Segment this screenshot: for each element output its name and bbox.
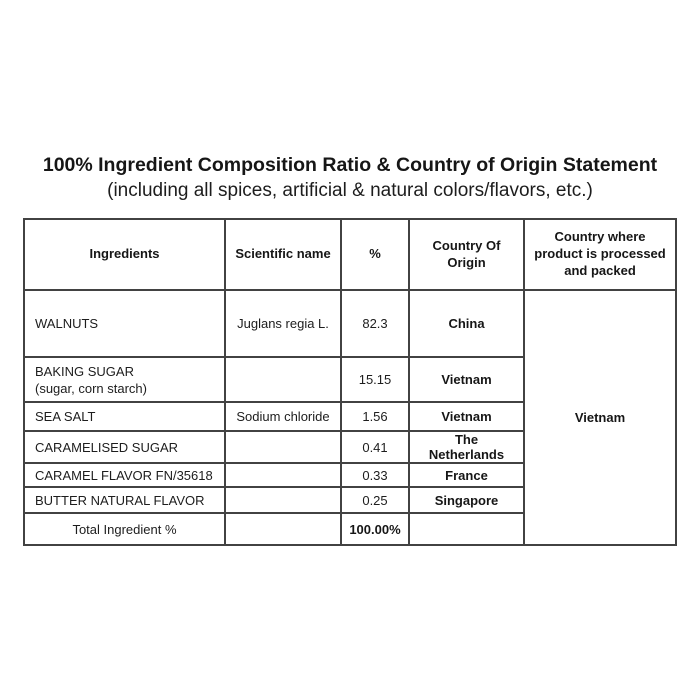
country-of-origin-cell: Singapore: [409, 487, 524, 513]
total-origin-cell: [409, 513, 524, 545]
ingredient-name: CARAMEL FLAVOR FN/35618: [35, 467, 213, 483]
ingredient-name: BAKING SUGAR: [35, 363, 134, 379]
country-of-origin-cell: France: [409, 463, 524, 487]
scientific-name-cell: [225, 463, 341, 487]
header-country-of-origin: Country Of Origin: [409, 219, 524, 290]
ingredient-cell: [24, 487, 225, 513]
table-header-row: [24, 219, 676, 290]
scientific-name-cell: [225, 357, 341, 402]
ingredient-name: WALNUTS: [35, 316, 99, 331]
total-percent-cell: 100.00%: [341, 513, 409, 545]
processed-country-cell: Vietnam: [524, 290, 676, 545]
header-percent: %: [341, 219, 409, 290]
ingredient-name: SEA SALT: [35, 409, 96, 424]
ingredient-composition-table: [23, 218, 677, 546]
percent-cell: 0.25: [341, 487, 409, 513]
scientific-name-cell: Juglans regia L.: [225, 290, 341, 357]
header-processed-country: Country where product is processed and packed: [524, 219, 676, 290]
header-scientific-name: Scientific name: [225, 219, 341, 290]
ingredient-cell: [24, 290, 225, 357]
country-of-origin-cell: The Netherlands: [409, 431, 524, 463]
ingredient-cell: [24, 431, 225, 463]
scientific-name-cell: [225, 431, 341, 463]
title-block: [0, 0, 700, 202]
percent-cell: 82.3: [341, 290, 409, 357]
ingredient-cell: [24, 402, 225, 431]
scientific-name-cell: [225, 487, 341, 513]
document-subtitle: (including all spices, artificial & natural colors/flavors, etc.): [107, 180, 593, 201]
header-ingredients: Ingredients: [24, 219, 225, 290]
total-scientific-name-cell: [225, 513, 341, 545]
country-of-origin-cell: Vietnam: [409, 357, 524, 402]
country-of-origin-cell: Vietnam: [409, 402, 524, 431]
percent-cell: 0.41: [341, 431, 409, 463]
ingredient-name: CARAMELISED SUGAR: [35, 439, 179, 455]
scientific-name-cell: Sodium chloride: [225, 402, 341, 431]
ingredient-cell: [24, 357, 225, 402]
country-of-origin-cell: China: [409, 290, 524, 357]
percent-cell: 0.33: [341, 463, 409, 487]
percent-cell: 1.56: [341, 402, 409, 431]
ingredient-note: (sugar, corn starch): [35, 380, 147, 396]
percent-cell: 15.15: [341, 357, 409, 402]
total-label-cell: Total Ingredient %: [24, 513, 225, 545]
ingredient-cell: [24, 463, 225, 487]
ingredient-name: BUTTER NATURAL FLAVOR: [35, 492, 205, 508]
document-title: 100% Ingredient Composition Ratio & Country of Origin Statement: [42, 154, 658, 176]
ingredient-row: [24, 290, 676, 357]
